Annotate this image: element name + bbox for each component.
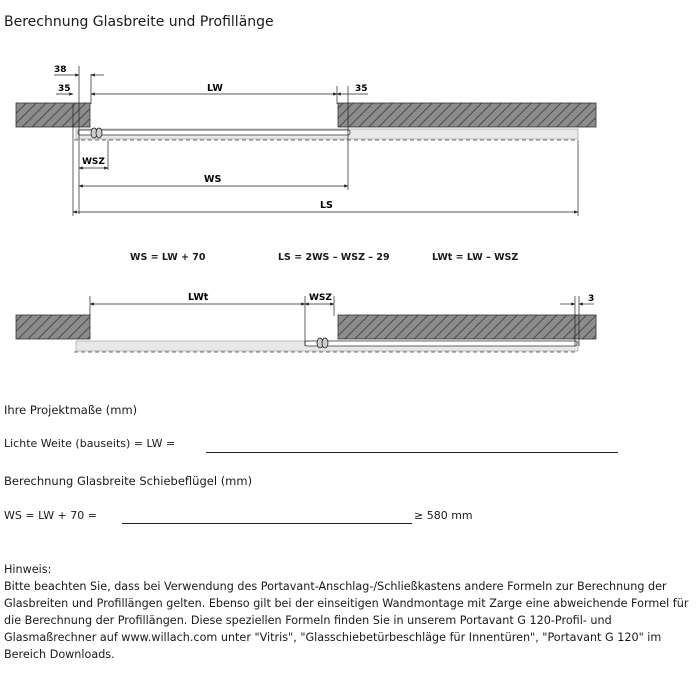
diagram-bottom — [16, 292, 596, 352]
wsz-label-2: WSZ — [309, 293, 332, 303]
project-heading: Ihre Projektmaße (mm) — [4, 403, 138, 417]
ws-input-line[interactable] — [122, 523, 412, 524]
formula-ws: WS = LW + 70 — [130, 252, 206, 263]
ws-label: WS — [204, 174, 222, 185]
lw-input-line[interactable] — [206, 452, 618, 453]
wall-right-2 — [338, 315, 596, 339]
page-title: Berechnung Glasbreite und Profillänge — [4, 14, 274, 30]
track-profile-2 — [305, 341, 577, 346]
wall-right — [338, 103, 596, 127]
formula-ls: LS = 2WS – WSZ – 29 — [278, 252, 390, 263]
roller-icon-2 — [317, 338, 328, 348]
dim-3-label: 3 — [588, 294, 595, 304]
ls-label: LS — [320, 200, 333, 211]
ws-field-label: WS = LW + 70 = — [4, 509, 97, 522]
dim-35-left-label: 35 — [58, 84, 71, 94]
lw-field-label: Lichte Weite (bauseits) = LW = — [4, 437, 176, 450]
dim-38-label: 38 — [54, 65, 67, 75]
lwt-label: LWt — [188, 292, 209, 303]
formula-lwt: LWt = LW – WSZ — [432, 252, 519, 263]
wall-left-2 — [16, 315, 90, 339]
track-profile — [78, 130, 350, 135]
roller-icon — [91, 128, 102, 138]
dim-35-right-label: 35 — [355, 84, 368, 94]
hint-title: Hinweis: — [4, 563, 52, 576]
hint-section — [4, 561, 698, 663]
diagram-top — [16, 65, 596, 216]
min-width-note: ≥ 580 mm — [414, 509, 473, 522]
hint-body: Bitte beachten Sie, dass bei Verwendung des Portavant-Anschlag-/Schließkastens andere Formeln zur Berechnung der Glasbreiten und Profillängen gelten. Ebenso gilt bei der einseitigen Wandmontage mit Zarge eine abweichende Formel für die Berechnung der Profillängen. Diese speziellen Formeln finden Sie in unserem Portavant G 120-Profil- und Glasmaßrechner auf www.willach.com unter "Vitris", "Glasschiebetürbeschläge für Innentüren", "Portavant G 120" im Bereich Downloads. — [4, 580, 689, 661]
glass-heading: Berechnung Glasbreite Schiebeflügel (mm) — [4, 474, 253, 488]
wsz-label: WSZ — [82, 157, 105, 167]
lw-label: LW — [207, 83, 223, 94]
